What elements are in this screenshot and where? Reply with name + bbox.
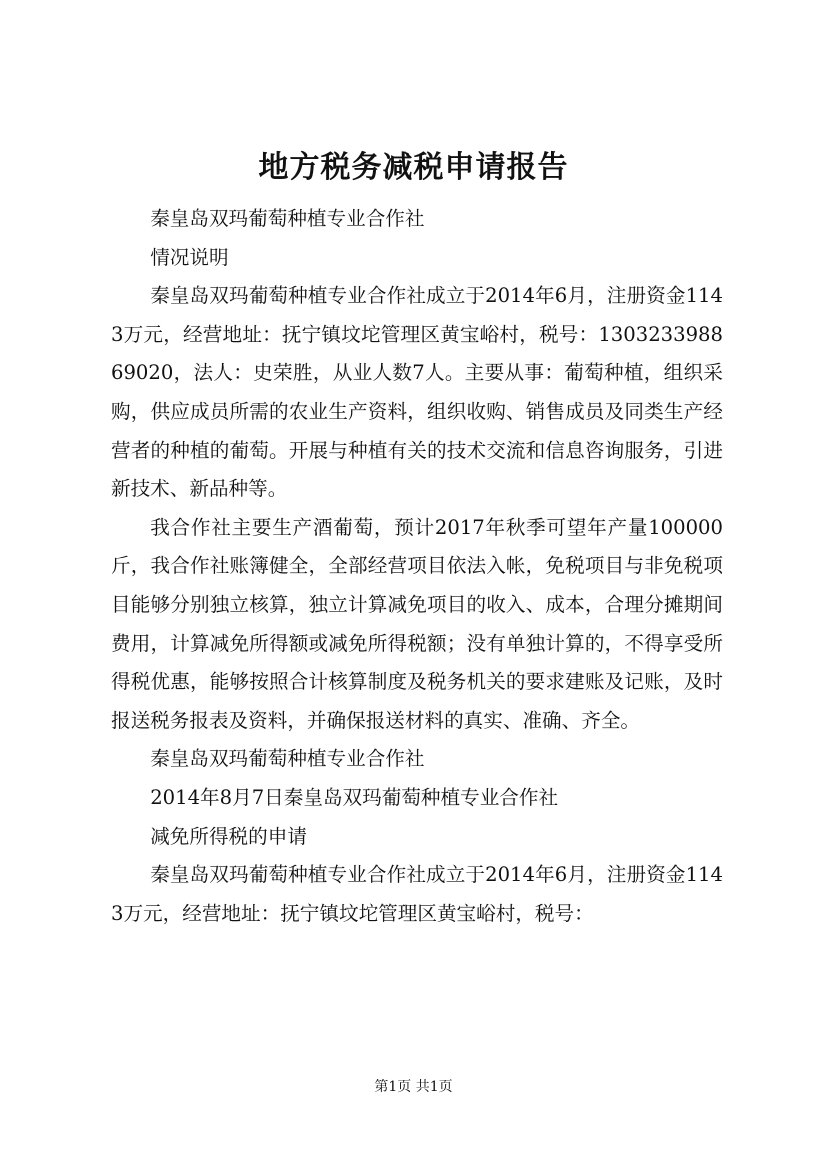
paragraph-production: 我合作社主要生产酒葡萄，预计2017年秋季可望年产量100000斤，我合作社账簿健全，全部经营项目依法入帐，免税项目与非免税项目能够分别独立核算，独立计算减免项目的收入、成本，合理分摊期间费用，计算减免所得额或减免所得税额；没有单独计算的，不得享受所得税优惠，能够按照合计核算制度及税务机关的要求建账及记账，及时报送税务报表及资料，并确保报送材料的真实、准确、齐全。 bbox=[111, 515, 723, 732]
paragraph-signature-date: 2014年8月7日秦皇岛双玛葡萄种植专业合作社 bbox=[150, 785, 559, 809]
paragraph-heading-application: 减免所得税的申请 bbox=[150, 824, 307, 848]
document-body bbox=[111, 200, 723, 933]
paragraph-intro-repeat: 秦皇岛双玛葡萄种植专业合作社成立于2014年6月，注册资金1143万元，经营地址：抚宁镇坟坨管理区黄宝峪村，税号： bbox=[111, 863, 723, 925]
page-footer: 第1页 共1页 bbox=[374, 1079, 453, 1095]
paragraph-cooperative-name: 秦皇岛双玛葡萄种植专业合作社 bbox=[150, 207, 425, 230]
document-title: 地方税务减税申请报告 bbox=[258, 150, 569, 185]
paragraph-heading-situation: 情况说明 bbox=[150, 245, 229, 269]
paragraph-signature-name: 秦皇岛双玛葡萄种植专业合作社 bbox=[150, 747, 425, 771]
paragraph-intro: 秦皇岛双玛葡萄种植专业合作社成立于2014年6月，注册资金1143万元，经营地址：抚宁镇坟坨管理区黄宝峪村，税号：130323398869020，法人：史荣胜，从业人数7人。主要从事：葡萄种植，组织采购，供应成员所需的农业生产资料，组织收购、销售成员及同类生产经营者的种植的葡萄。开展与种植有关的技术交流和信息咨询服务，引进新技术、新品种等。 bbox=[111, 284, 723, 501]
